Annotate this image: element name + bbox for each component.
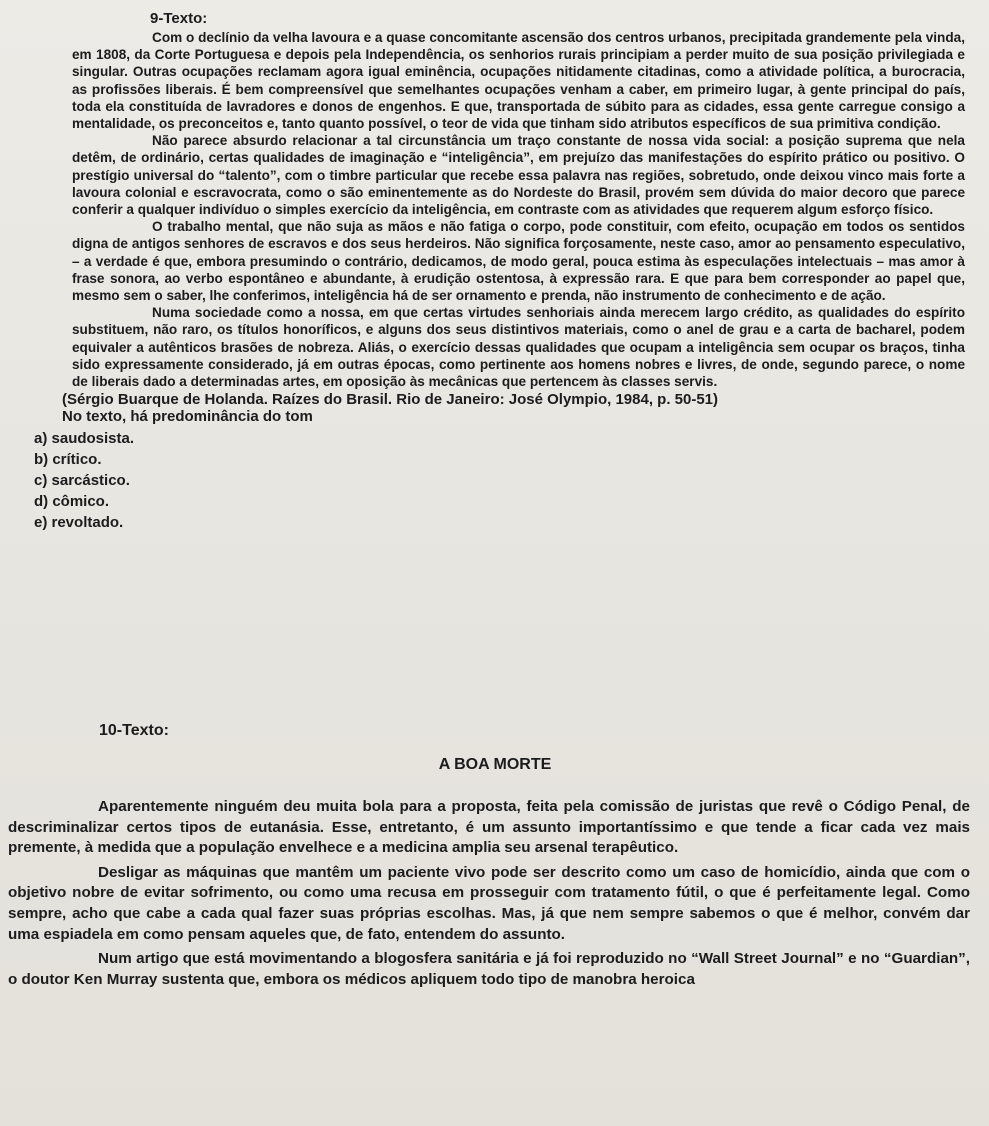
q9-question-stem: No texto, há predominância do tom: [62, 408, 313, 426]
q10-article-body: [8, 797, 970, 990]
q10-article-title: A BOA MORTE: [438, 756, 552, 773]
question-9: [34, 10, 965, 534]
question-10-heading: 10-Texto:: [99, 722, 169, 739]
q9-paragraph-4: Numa sociedade como a nossa, em que certas virtudes senhoriais ainda merecem largo crédito, as qualidades do espírito substituem, não raro, os títulos honoríficos, e alguns dos seus distintivos materiais, como o anel de grau e a carta de bacharel, podem equivaler a autênticos brasões de nobreza. Aliás, o exercício dessas qualidades que ocupam a inteligência sem ocupar os braços, tinha sido expressamente considerado, já em outras épocas, como pertinente aos homens nobres e livres, de onde, segundo parece, o nome de liberais dado a determinadas artes, em oposição às mecânicas que pertencem às classes servis.: [72, 305, 965, 390]
q9-option-e[interactable]: e) revoltado.: [34, 514, 124, 532]
question-9-heading: 9-Texto:: [150, 10, 208, 27]
q9-paragraph-1: Com o declínio da velha lavoura e a quase concomitante ascensão dos centros urbanos, precipitada grandemente pela vinda, em 1808, da Corte Portuguesa e depois pela Independência, os senhorios rurais principiam a perder muito de sua posição privilegiada e singular. Outras ocupações reclamam agora igual eminência, ocupações nitidamente citadinas, como a atividade política, a burocracia, as profissões liberais. É bem compreensível que semelhantes ocupações venham a caber, em primeiro lugar, à gente principal do país, toda ela constituída de lavradores e donos de engenhos. E que, transportada de súbito para as cidades, essa gente carregue consigo a mentalidade, os preconceitos e, tanto quanto possível, o teor de vida que tinham sido atributos específicos de sua primitiva condição.: [72, 30, 965, 132]
q9-option-c[interactable]: c) sarcástico.: [34, 472, 130, 490]
q10-paragraph-1: Aparentemente ninguém deu muita bola para a proposta, feita pela comissão de juristas que revê o Código Penal, de descriminalizar certos tipos de eutanásia. Esse, entretanto, é um assunto importantíssimo e que tende a ficar cada vez mais premente, à medida que a população envelhece e a medicina amplia seu arsenal terapêutico.: [8, 798, 970, 857]
q10-paragraph-3: Num artigo que está movimentando a blogosfera sanitária e já foi reproduzido no “Wall Street Journal” e no “Guardian”, o doutor Ken Murray sustenta que, embora os médicos apliquem todo tipo de manobra heroica: [8, 950, 970, 988]
q9-option-a[interactable]: a) saudosista.: [34, 430, 135, 448]
q9-answer-options: [34, 429, 965, 532]
q10-paragraph-2: Desligar as máquinas que mantêm um paciente vivo pode ser descrito como um caso de homicídio, ainda que com o objetivo nobre de evitar sofrimento, ou como uma recusa em prosseguir com tratamento fútil, o que é perfeitamente legal. Como sempre, acho que cabe a cada qual fazer suas próprias escolhas. Mas, já que nem sempre sabemos o que é melhor, convém dar uma espiadela em como pensam aqueles que, de fato, entendem do assunto.: [8, 863, 970, 943]
q9-source-citation: (Sérgio Buarque de Holanda. Raízes do Brasil. Rio de Janeiro: José Olympio, 1984, p. 50-51): [62, 391, 719, 409]
question-10: [0, 722, 970, 994]
q9-option-d[interactable]: d) cômico.: [34, 493, 110, 511]
q9-option-b[interactable]: b) crítico.: [34, 451, 102, 469]
q9-paragraph-3: O trabalho mental, que não suja as mãos e não fatiga o corpo, pode constituir, com efeito, ocupação em todos os sentidos digna de antigos senhores de escravos e dos seus herdeiros. Não significa forçosamente, neste caso, amor ao pensamento especulativo, – a verdade é que, embora presumindo o contrário, dedicamos, de modo geral, pouca estima às especulações intelectuais – mas amor à frase sonora, ao verbo espontâneo e abundante, à erudição ostentosa, à expressão rara. E que para bem corresponder ao papel que, mesmo sem o saber, lhe conferimos, inteligência há de ser ornamento e prenda, não instrumento de conhecimento e de ação.: [72, 219, 965, 304]
q9-paragraph-2: Não parece absurdo relacionar a tal circunstância um traço constante de nossa vida social: a posição suprema que nela detêm, de ordinário, certas qualidades de imaginação e “inteligência”, em prejuízo das manifestações do espírito prático ou positivo. O prestígio universal do “talento”, com o timbre particular que recebe essa palavra nas regiões, sobretudo, onde deixou vinco mais forte a lavoura colonial e escravocrata, como o são eminentemente as do Nordeste do Brasil, provém sem dúvida do maior decoro que parece conferir a qualquer indivíduo o simples exercício da inteligência, em contraste com as atividades que requerem algum esforço físico.: [72, 133, 965, 218]
